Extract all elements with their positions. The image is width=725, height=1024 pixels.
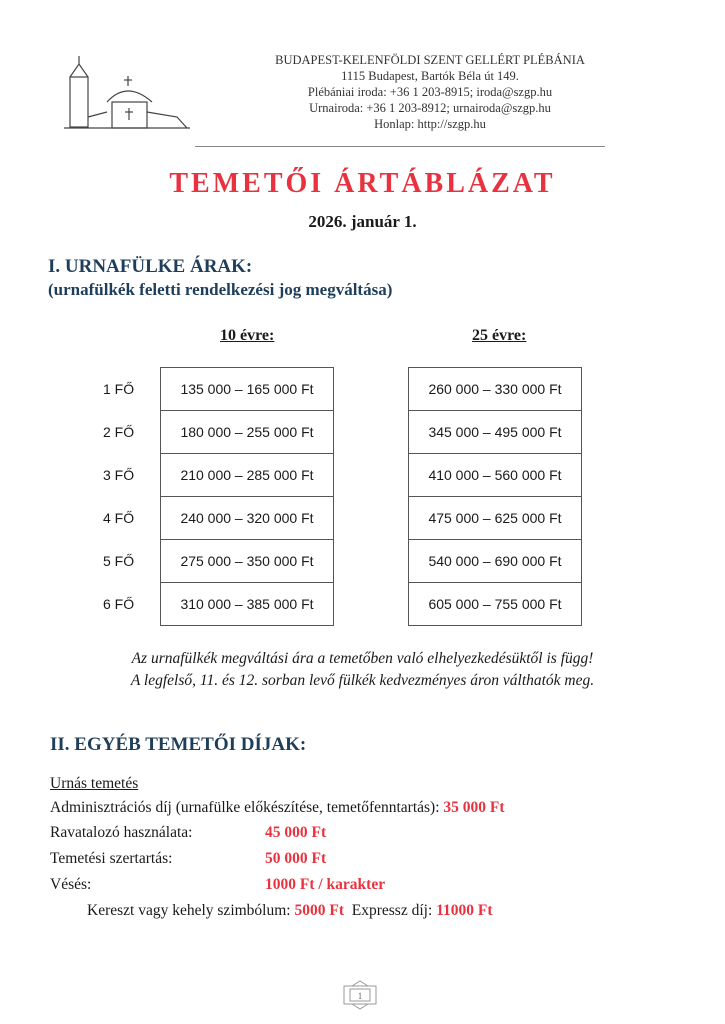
church-logo-icon [62,52,192,134]
website: Honlap: http://szgp.hu [374,117,486,131]
fee-engraving [50,876,550,894]
page-number-icon [340,980,380,1010]
note-line: Az urnafülkék megváltási ára a temetőben való elhelyezkedésüktől is függ! [131,650,594,667]
col-header-10-years: 10 évre: [220,327,275,344]
office-contact: Plébániai iroda: +36 1 203-8915; iroda@szgp.hu [307,85,553,99]
row-label: 1 FŐ [103,381,135,397]
fee-value: 1000 Ft / karakter [265,876,386,893]
fee-ceremony [50,850,550,868]
fee-value: 5000 Ft [294,902,344,919]
price-cell: 260 000 – 330 000 Ft [409,368,582,411]
note-line: A legfelső, 11. és 12. sorban levő fülkék kedvezményes áron válthatók meg. [130,672,595,689]
svg-text:1: 1 [357,991,363,1001]
page-title: TEMETŐI ÁRTÁBLÁZAT [169,168,556,199]
price-cell: 410 000 – 560 000 Ft [409,454,582,497]
price-cell: 345 000 – 495 000 Ft [409,411,582,454]
fee-label: Ravatalozó használata: [50,824,193,841]
parish-header [200,52,660,132]
fee-value: 11000 Ft [436,902,493,919]
price-table-10-years [160,367,334,626]
price-cell: 240 000 – 320 000 Ft [161,497,334,540]
price-cell: 210 000 – 285 000 Ft [161,454,334,497]
fee-label: Temetési szertartás: [50,850,173,867]
fee-value: 45 000 Ft [265,824,327,841]
fee-symbol-express [87,902,493,920]
section1-subheading: (urnafülkék feletti rendelkezési jog megváltása) [48,280,393,299]
row-label: 4 FŐ [103,510,135,526]
header-divider [195,146,605,147]
row-label: 6 FŐ [103,596,135,612]
fee-label: Adminisztrációs díj (urnafülke előkészítése, temetőfenntartás): [50,799,444,816]
col-header-25-years: 25 évre: [472,327,527,344]
price-cell: 475 000 – 625 000 Ft [409,497,582,540]
pricing-note [0,648,725,692]
fee-label: Kereszt vagy kehely szimbólum: [87,902,295,919]
price-cell: 605 000 – 755 000 Ft [409,583,582,626]
fee-hall [50,824,550,842]
fee-value: 35 000 Ft [443,799,505,816]
row-labels [103,368,134,626]
section1-heading: I. URNAFÜLKE ÁRAK: [48,256,253,277]
price-cell: 310 000 – 385 000 Ft [161,583,334,626]
fee-label: Vésés: [50,876,92,893]
row-label: 5 FŐ [103,553,135,569]
fee-label: Expressz díj: [351,902,437,919]
fee-admin [50,799,505,817]
price-cell: 180 000 – 255 000 Ft [161,411,334,454]
price-cell: 540 000 – 690 000 Ft [409,540,582,583]
section2-subheading: Urnás temetés [50,775,139,792]
price-cell: 275 000 – 350 000 Ft [161,540,334,583]
org-name: BUDAPEST-KELENFÖLDI SZENT GELLÉRT PLÉBÁNIA [275,53,585,67]
effective-date: 2026. január 1. [308,212,417,231]
section2-heading: II. EGYÉB TEMETŐI DÍJAK: [50,734,307,755]
fee-value: 50 000 Ft [265,850,327,867]
address: 1115 Budapest, Bartók Béla út 149. [341,69,519,83]
urn-office-contact: Urnairoda: +36 1 203-8912; urnairoda@szgp.hu [309,101,551,115]
row-label: 2 FŐ [103,424,135,440]
price-table-25-years [408,367,582,626]
price-cell: 135 000 – 165 000 Ft [161,368,334,411]
row-label: 3 FŐ [103,467,135,483]
